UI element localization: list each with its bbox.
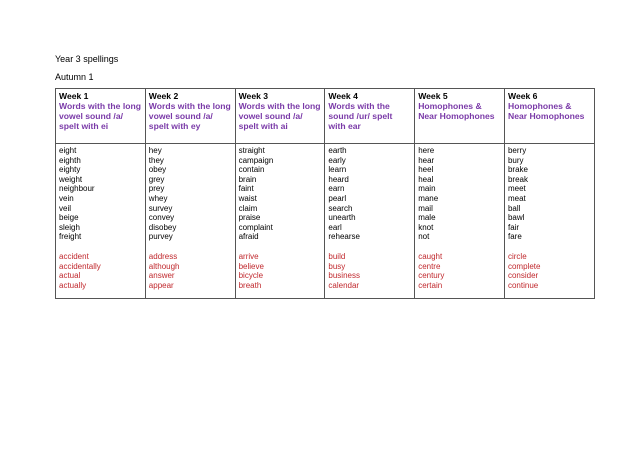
common-exception-word: breath [238, 280, 262, 290]
spelling-word: waist [238, 193, 257, 203]
week-words-cell [504, 144, 594, 299]
spelling-word: meet [507, 184, 526, 194]
common-exception-word: build [328, 251, 346, 261]
week-words-cell [145, 144, 235, 299]
spelling-word: afraid [238, 232, 259, 242]
common-exception-word: consider [507, 271, 539, 281]
common-exception-word: continue [507, 280, 539, 290]
spelling-word: praise [238, 213, 261, 223]
common-exception-word: actually [59, 280, 87, 290]
spelling-word: earn [328, 184, 345, 194]
spelling-word: search [328, 203, 353, 213]
common-exception-word: centre [418, 261, 441, 271]
word-list-row [56, 144, 595, 299]
word-list [508, 146, 591, 242]
common-exception-word: accidentally [59, 261, 101, 271]
spelling-word: they [148, 155, 164, 165]
common-exception-word: circle [507, 251, 527, 261]
spelling-word: male [418, 213, 436, 223]
common-exception-word-list [418, 252, 501, 290]
spelling-word: unearth [328, 213, 356, 223]
common-exception-word: appear [148, 280, 174, 290]
spelling-word: pearl [328, 193, 347, 203]
common-exception-word: arrive [238, 251, 259, 261]
spelling-word: eight [59, 146, 77, 155]
week-label: Week 5 [418, 91, 448, 101]
spelling-word: prey [148, 184, 165, 194]
week-header-cell [145, 89, 235, 144]
week-label: Week 2 [148, 91, 179, 101]
week-label: Week 3 [238, 91, 269, 101]
spelling-word: bury [507, 155, 524, 165]
spelling-word: break [507, 174, 528, 184]
spelling-word: weight [59, 174, 83, 184]
common-exception-word: calendar [328, 280, 360, 290]
spelling-word: rehearse [328, 232, 360, 242]
spelling-word: sleigh [59, 222, 80, 232]
common-exception-word-list [239, 252, 322, 290]
spelling-word: grey [148, 174, 165, 184]
spelling-word: survey [148, 203, 173, 213]
common-exception-word: address [148, 251, 178, 261]
week-label: Week 1 [59, 91, 89, 101]
spelling-word: eighty [59, 165, 81, 175]
spelling-word: mane [418, 193, 439, 203]
common-exception-word: certain [418, 280, 443, 290]
spelling-word: earl [328, 222, 342, 232]
common-exception-word-list [328, 252, 411, 290]
week-header-cell [325, 89, 415, 144]
spelling-word: neighbour [59, 184, 95, 194]
spelling-word: knot [418, 222, 434, 232]
week-words-cell [325, 144, 415, 299]
common-exception-word: caught [418, 251, 443, 261]
word-list [328, 146, 411, 242]
spelling-word: hey [148, 146, 162, 155]
spelling-word: learn [328, 165, 347, 175]
spelling-word: disobey [148, 222, 177, 232]
spelling-word: convey [148, 213, 175, 223]
spelling-word: freight [59, 232, 82, 242]
spelling-word: mail [418, 203, 433, 213]
spelling-word: berry [507, 146, 527, 155]
week-header-cell [235, 89, 325, 144]
spellings-table [55, 88, 595, 299]
week-header-cell [415, 89, 505, 144]
common-exception-word: although [148, 261, 180, 271]
spelling-word: straight [238, 146, 265, 155]
spelling-word: here [418, 146, 435, 155]
spelling-word: earth [328, 146, 347, 155]
spelling-word: eighth [59, 155, 81, 165]
spelling-word: not [418, 232, 430, 242]
common-exception-word: accident [59, 251, 89, 261]
spelling-word: contain [238, 165, 265, 175]
word-list [149, 146, 232, 242]
spelling-word: main [418, 184, 436, 194]
common-exception-word: complete [507, 261, 541, 271]
common-exception-word: busy [328, 261, 346, 271]
spelling-word: heard [328, 174, 349, 184]
week-label: Week 4 [328, 91, 358, 101]
week-header-cell [56, 89, 146, 144]
spelling-word: faint [238, 184, 254, 194]
common-exception-word: answer [148, 271, 175, 281]
spelling-word: fair [507, 222, 520, 232]
spelling-word: heal [418, 174, 434, 184]
week-topic: Words with the long vowel sound /a/ spelt with ey [148, 101, 231, 131]
spelling-word: obey [148, 165, 167, 175]
spelling-word: veil [59, 203, 72, 213]
spelling-word: whey [148, 193, 168, 203]
spelling-word: complaint [238, 222, 273, 232]
spelling-word: fare [507, 232, 522, 242]
common-exception-word-list [508, 252, 591, 290]
week-words-cell [56, 144, 146, 299]
spelling-word: vein [59, 193, 74, 203]
term-heading: Autumn 1 [55, 72, 94, 82]
spelling-word: heel [418, 165, 434, 175]
spelling-word: hear [418, 155, 435, 165]
week-topic: Homophones & Near Homophones [418, 101, 495, 121]
common-exception-word: bicycle [238, 271, 264, 281]
spelling-word: campaign [238, 155, 274, 165]
common-exception-word: believe [238, 261, 264, 271]
spelling-word: purvey [148, 232, 173, 242]
week-topic: Homophones & Near Homophones [507, 101, 585, 121]
common-exception-word: century [418, 271, 445, 281]
week-header-cell [504, 89, 594, 144]
word-list [59, 146, 142, 242]
common-exception-word: actual [59, 271, 81, 281]
spelling-word: brake [507, 165, 528, 175]
spelling-word: meat [507, 193, 526, 203]
week-topic: Words with the long vowel sound /a/ spelt with ei [59, 101, 141, 131]
word-list [418, 146, 501, 242]
page-title: Year 3 spellings [55, 54, 119, 64]
week-topic: Words with the sound /ur/ spelt with ear [328, 101, 393, 131]
word-list [239, 146, 322, 242]
week-words-cell [235, 144, 325, 299]
week-label: Week 6 [507, 91, 538, 101]
week-topic: Words with the long vowel sound /a/ spelt with ai [238, 101, 321, 131]
week-words-cell [415, 144, 505, 299]
spelling-word: beige [59, 213, 79, 223]
spelling-word: bawl [507, 213, 525, 223]
week-header-row [56, 89, 595, 144]
spelling-word: early [328, 155, 346, 165]
spelling-word: brain [238, 174, 257, 184]
common-exception-word-list [149, 252, 232, 290]
spelling-word: claim [238, 203, 258, 213]
spelling-word: ball [507, 203, 521, 213]
common-exception-word-list [59, 252, 142, 290]
common-exception-word: business [328, 271, 360, 281]
